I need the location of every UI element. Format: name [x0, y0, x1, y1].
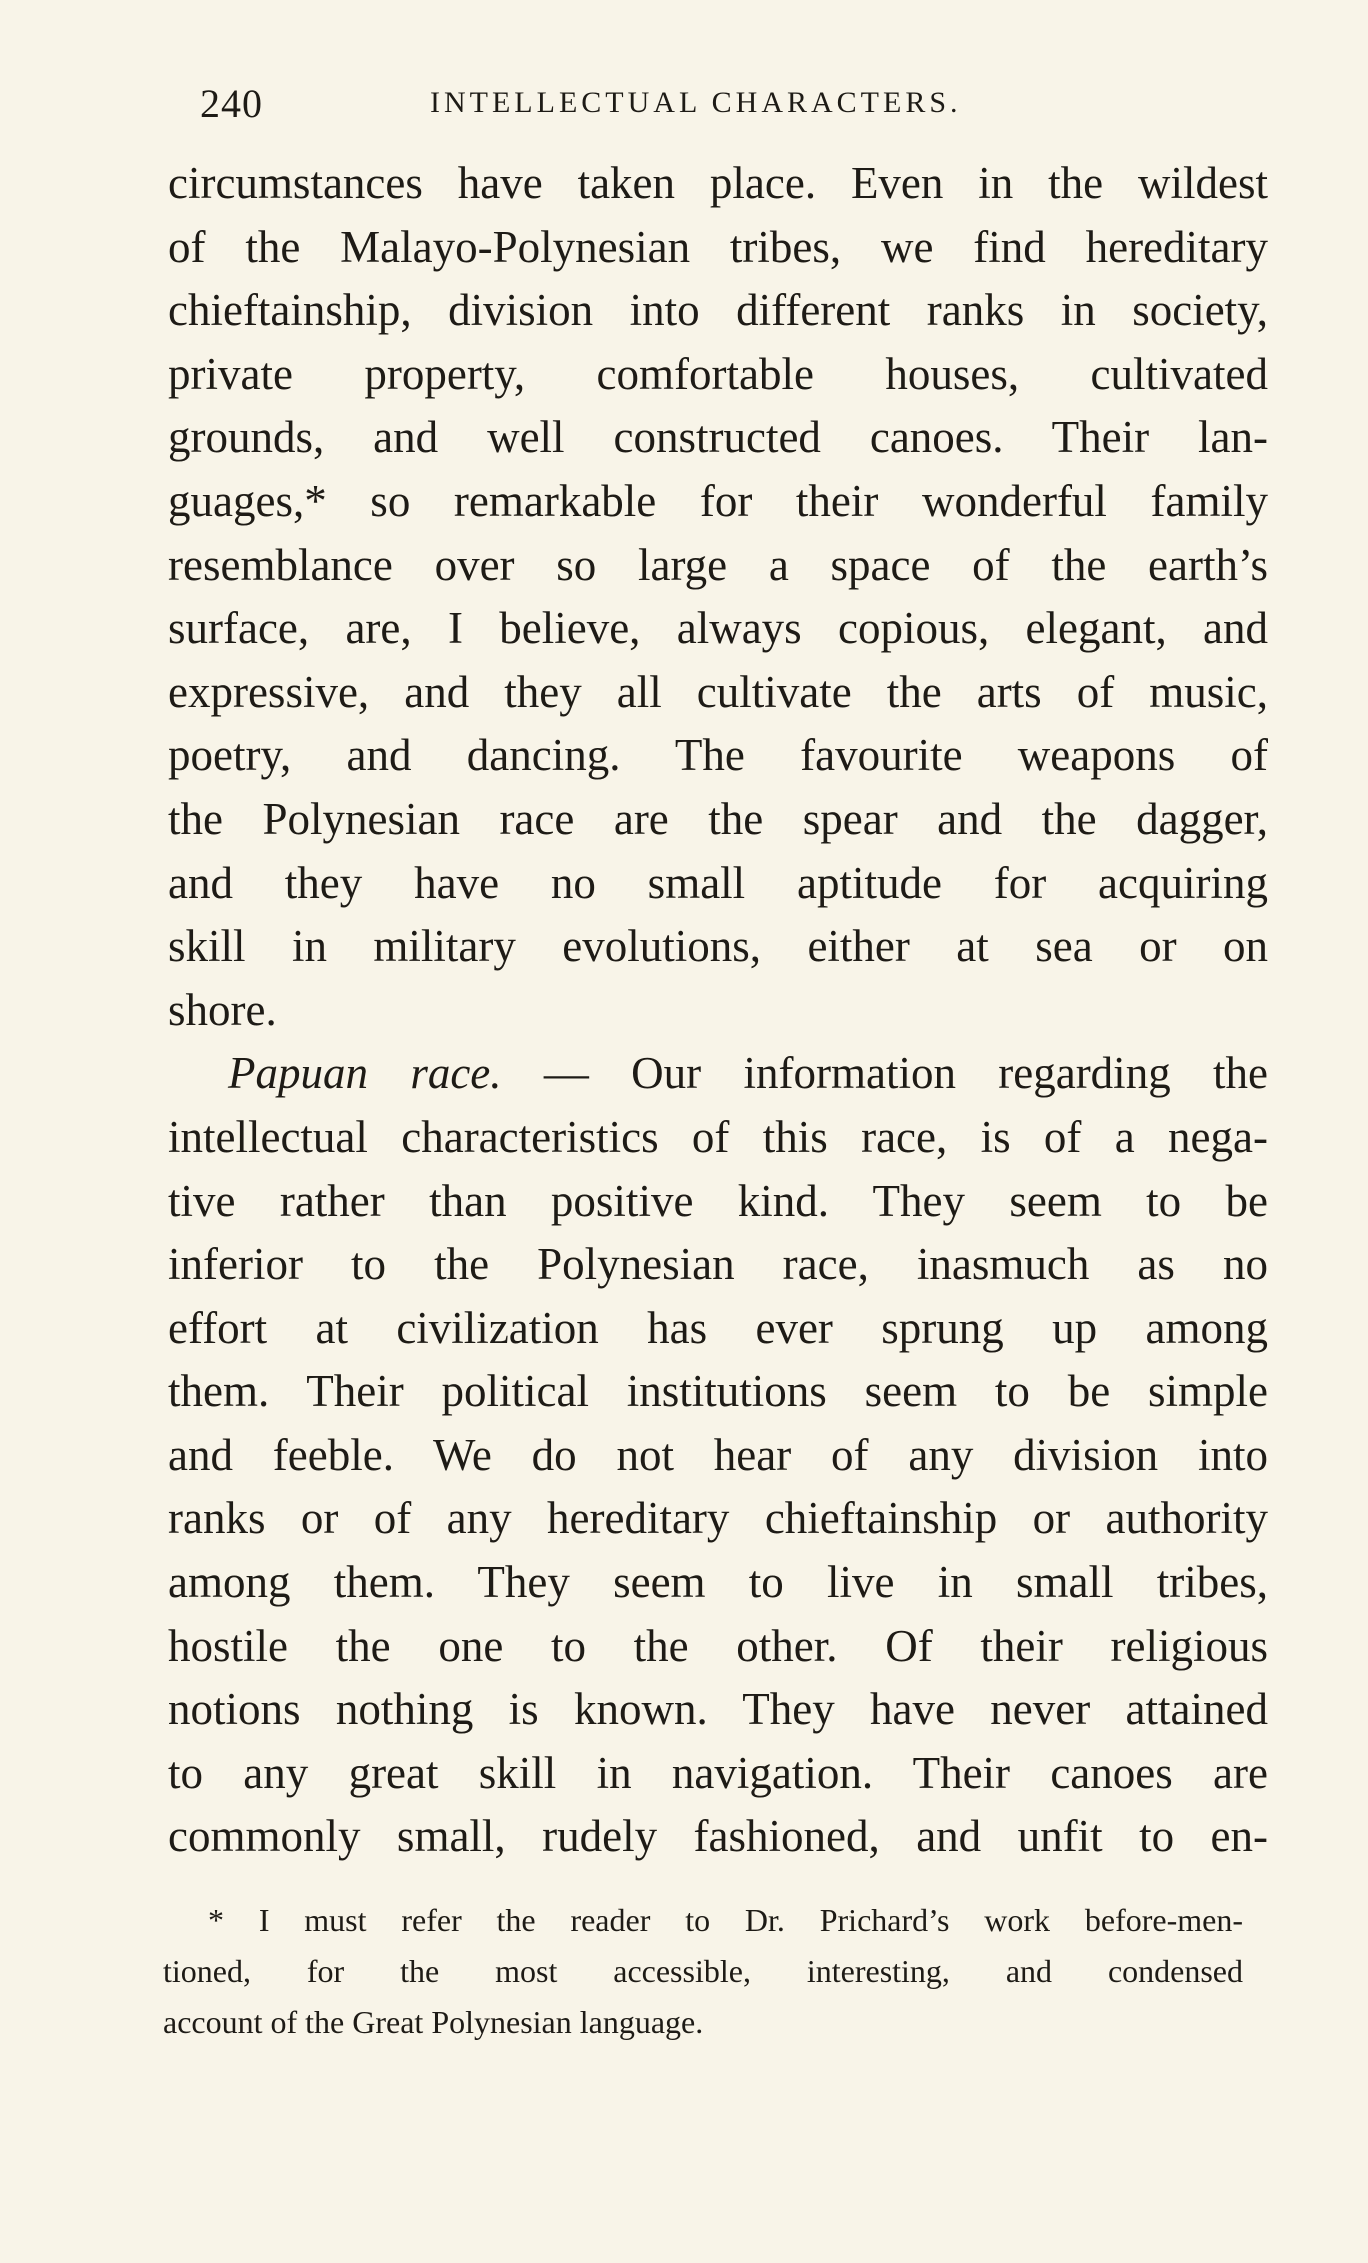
text-line: them. Their political institutions seem to be simple	[168, 1366, 1268, 1417]
section-heading: Papuan race.	[228, 1048, 502, 1099]
running-head: INTELLECTUAL CHARACTERS.	[430, 86, 962, 119]
text-line: circumstances have taken place. Even in the wildest	[168, 158, 1268, 208]
text-line: expressive, and they all cultivate the arts of music,	[168, 666, 1268, 717]
text-line: hostile the one to the other. Of their religious	[168, 1620, 1268, 1671]
text-line: grounds, and well constructed canoes. Their lan-	[168, 412, 1268, 463]
text-line: guages,* so remarkable for their wonderful family	[168, 475, 1268, 526]
text-line: and feeble. We do not hear of any division into	[168, 1429, 1268, 1480]
footnote-line: account of the Great Polynesian language.	[163, 2004, 704, 2040]
text-line: inferior to the Polynesian race, inasmuch as no	[168, 1239, 1268, 1290]
footnote-line: * I must refer the reader to Dr. Prichard’s work before-men-	[208, 1902, 1243, 1938]
body-text	[168, 152, 1268, 1869]
paragraph-opening-line	[168, 1042, 1268, 1106]
text-line: notions nothing is known. They have never attained	[168, 1684, 1268, 1735]
text-line: skill in military evolutions, either at sea or on	[168, 921, 1268, 972]
text-line: poetry, and dancing. The favourite weapons of	[168, 730, 1268, 781]
page-number: 240	[200, 81, 263, 126]
page-header	[200, 80, 1100, 130]
text-line: among them. They seem to live in small tribes,	[168, 1557, 1268, 1608]
text-line: and they have no small aptitude for acquiring	[168, 857, 1268, 908]
footnote	[163, 1895, 1243, 2048]
text-line: commonly small, rudely fashioned, and unfit to en-	[168, 1811, 1268, 1862]
text-line: of the Malayo-Polynesian tribes, we find hereditary	[168, 221, 1268, 272]
footnote-line: tioned, for the most accessible, interesting, and condensed	[163, 1953, 1243, 1989]
text-line: ranks or of any hereditary chieftainship or authority	[168, 1493, 1268, 1544]
text-line: shore.	[168, 984, 277, 1035]
text-line: chieftainship, division into different ranks in society,	[168, 285, 1268, 336]
paragraph-opening-text: — Our information regarding the	[501, 1048, 1268, 1099]
text-line: resemblance over so large a space of the earth’s	[168, 539, 1268, 590]
text-line: to any great skill in navigation. Their canoes are	[168, 1747, 1268, 1798]
text-line: tive rather than positive kind. They seem to be	[168, 1175, 1268, 1226]
text-line: intellectual characteristics of this race, is of a nega-	[168, 1111, 1268, 1162]
text-line: the Polynesian race are the spear and the dagger,	[168, 793, 1268, 844]
text-line: effort at civilization has ever sprung up among	[168, 1302, 1268, 1353]
text-line: surface, are, I believe, always copious, elegant, and	[168, 603, 1268, 654]
text-line: private property, comfortable houses, cultivated	[168, 348, 1268, 399]
